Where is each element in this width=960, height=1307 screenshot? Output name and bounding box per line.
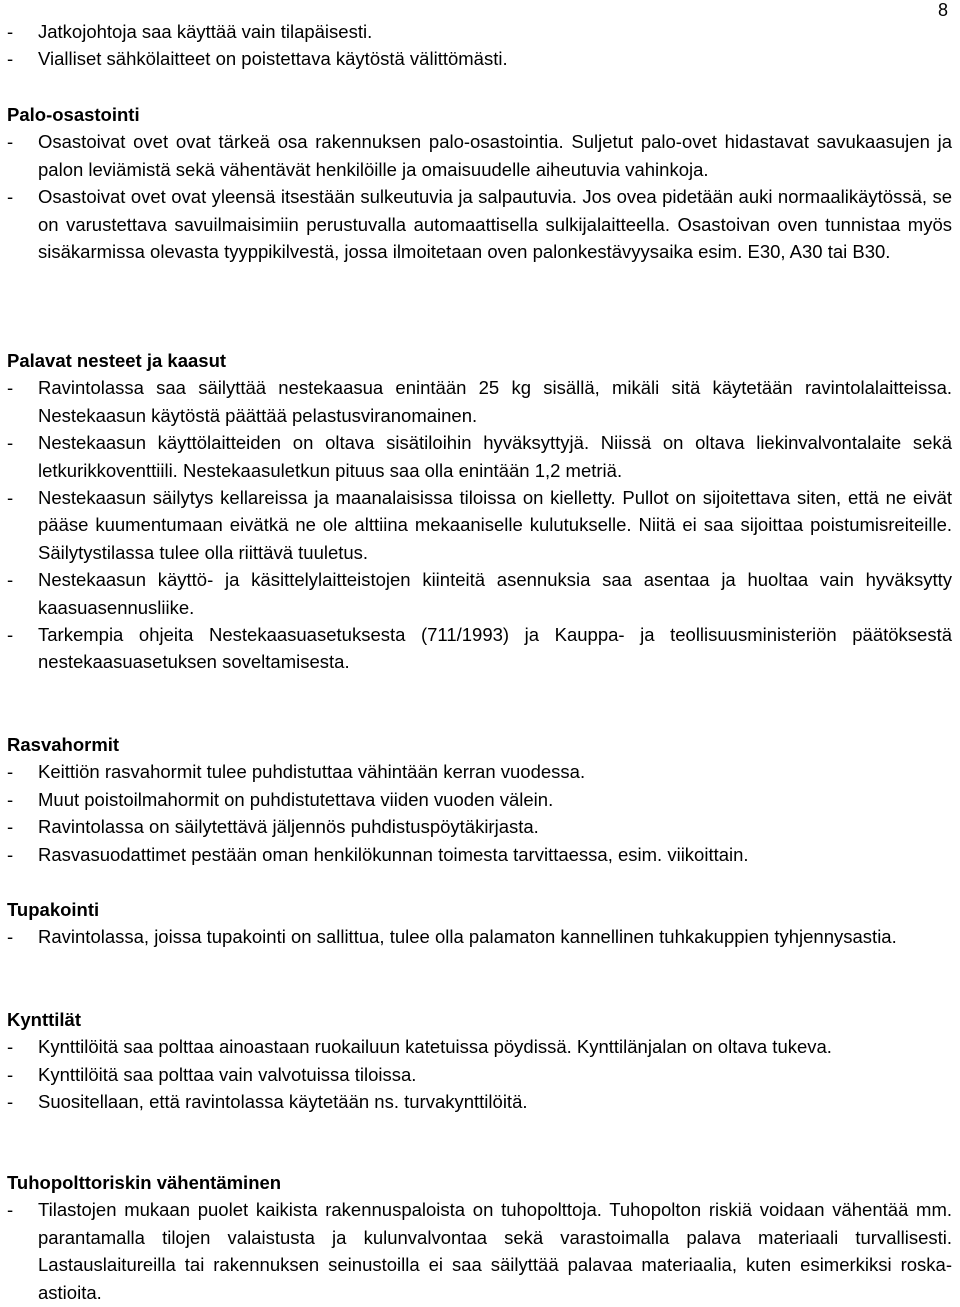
- list-item: [7, 18, 952, 45]
- list-item: [7, 1196, 952, 1306]
- bullet-dash: -: [7, 377, 14, 399]
- section-rasvahormit: [7, 731, 952, 868]
- list-item-text: Nestekaasun käyttölaitteiden on oltava sisätiloihin hyväksyttyjä. Niissä on oltava liekinvalvontalaite sekä letkurikkoventtiili. Nestekaasuletkun pituus saa olla enintään 1,2 metriä.: [38, 432, 952, 481]
- section-list: [7, 128, 952, 265]
- bullet-dash: -: [7, 1199, 14, 1221]
- section-heading: Kynttilät: [7, 1009, 81, 1030]
- section-list: [7, 374, 952, 675]
- bullet-dash: -: [7, 569, 14, 591]
- list-item: [7, 1088, 952, 1115]
- list-item-text: Tilastojen mukaan puolet kaikista rakennuspaloista on tuhopolttoja. Tuhopolton riskiä voidaan vähentää mm. parantamalla tilojen valaistusta ja kulunvalvontaa sekä varastoimalla palava materiaali turvallisesti. Lastauslaitureilla tai rakennuksen seinustoilla ei saa säilyttää palavaa materiaalia, kuten esimerkiksi roska-astioita.: [38, 1199, 952, 1303]
- list-item: [7, 621, 952, 676]
- list-item-text: Ravintolassa on säilytettävä jäljennös puhdistuspöytäkirjasta.: [38, 816, 539, 838]
- list-item: [7, 1033, 952, 1060]
- list-item-text: Muut poistoilmahormit on puhdistutettava viiden vuoden välein.: [38, 788, 554, 810]
- section-list: [7, 758, 952, 868]
- list-item: [7, 786, 952, 813]
- section-tuhopolttoriski: [7, 1169, 952, 1306]
- section-list: [7, 923, 952, 950]
- list-item-text: Keittiön rasvahormit tulee puhdistuttaa vähintään kerran vuodessa.: [38, 761, 586, 783]
- bullet-dash: -: [7, 816, 14, 838]
- bullet-dash: -: [7, 624, 14, 646]
- list-item-text: Vialliset sähkölaitteet on poistettava käytöstä välittömästi.: [38, 48, 508, 70]
- bullet-dash: -: [7, 1091, 14, 1113]
- list-item: [7, 923, 952, 950]
- list-item: [7, 841, 952, 868]
- section-list: [7, 1033, 952, 1115]
- bullet-dash: -: [7, 21, 14, 42]
- section-kynttilat: [7, 1006, 952, 1116]
- list-item: [7, 813, 952, 840]
- bullet-dash: -: [7, 1063, 14, 1085]
- list-item-text: Nestekaasun säilytys kellareissa ja maanalaisissa tiloissa on kielletty. Pullot on sijoitettava siten, että ne eivät pääse kuumentumaan eivätkä ne ole alttiina mekaaniselle kulutukselle. Niitä ei saa sijoittaa poistumisreiteille. Säilytystilassa tulee olla riittävä tuuletus.: [38, 487, 952, 563]
- page-number: 8: [937, 0, 948, 20]
- list-item-text: Tarkempia ohjeita Nestekaasuasetuksesta (711/1993) ja Kauppa- ja teollisuusministeriön päätöksestä nestekaasuasetuksen soveltamisesta.: [38, 624, 952, 673]
- bullet-dash: -: [7, 788, 14, 810]
- section-heading: Tupakointi: [7, 899, 100, 920]
- bullet-dash: -: [7, 761, 14, 783]
- list-item-text: Ravintolassa saa säilyttää nestekaasua enintään 25 kg sisällä, mikäli sitä käytetään ravintolalaitteissa. Nestekaasun käytöstä päättää pelastusviranomainen.: [38, 377, 952, 426]
- list-item: [7, 484, 952, 566]
- list-item: [7, 758, 952, 785]
- section-heading: Palo-osastointi: [7, 104, 140, 125]
- section-heading: Tuhopolttoriskin vähentäminen: [7, 1172, 282, 1193]
- bullet-dash: -: [7, 186, 14, 208]
- intro-list: [7, 18, 952, 73]
- section-heading: Palavat nesteet ja kaasut: [7, 350, 227, 371]
- bullet-dash: -: [7, 432, 14, 454]
- list-item-text: Nestekaasun käyttö- ja käsittelylaitteistojen kiinteitä asennuksia saa asentaa ja huoltaa vain hyväksytty kaasuasennusliike.: [38, 569, 952, 618]
- list-item: [7, 1061, 952, 1088]
- list-item-text: Jatkojohtoja saa käyttää vain tilapäisesti.: [38, 21, 373, 42]
- list-item: [7, 183, 952, 265]
- bullet-dash: -: [7, 926, 14, 948]
- list-item: [7, 45, 952, 72]
- section-palo-osastointi: [7, 101, 952, 265]
- bullet-dash: -: [7, 48, 14, 70]
- list-item-text: Osastoivat ovet ovat tärkeä osa rakennuksen palo-osastointia. Suljetut palo-ovet hidastavat savukaasujen ja palon leviämistä sekä vähentävät henkilöille ja omaisuudelle aiheutuvia vahinkoja.: [38, 131, 952, 180]
- list-item-text: Kynttilöitä saa polttaa vain valvotuissa tiloissa.: [38, 1063, 417, 1085]
- section-list: [7, 1196, 952, 1306]
- list-item-text: Suositellaan, että ravintolassa käytetään ns. turvakynttilöitä.: [38, 1091, 528, 1113]
- list-item-text: Osastoivat ovet ovat yleensä itsestään sulkeutuvia ja salpautuvia. Jos ovea pidetään auki normaalikäytössä, se on varustettava savuilmaisimiin perustuvalla automaattisella sulkijalaitteella. Osastoivan oven tunnistaa myös sisäkarmissa olevasta tyyppikilvestä, jossa ilmoitetaan oven palonkestävyysaika esim. E30, A30 tai B30.: [38, 186, 952, 263]
- section-tupakointi: [7, 896, 952, 951]
- section-heading: Rasvahormit: [7, 734, 120, 755]
- bullet-dash: -: [7, 131, 14, 153]
- list-item-text: Kynttilöitä saa polttaa ainoastaan ruokailuun katetuissa pöydissä. Kynttilänjalan on oltava tukeva.: [38, 1036, 832, 1058]
- section-palavat-nesteet: [7, 347, 952, 676]
- list-item-text: Rasvasuodattimet pestään oman henkilökunnan toimesta tarvittaessa, esim. viikoittain.: [38, 843, 749, 865]
- bullet-dash: -: [7, 843, 14, 865]
- list-item: [7, 429, 952, 484]
- list-item: [7, 128, 952, 183]
- list-item: [7, 566, 952, 621]
- bullet-dash: -: [7, 1036, 14, 1058]
- list-item-text: Ravintolassa, joissa tupakointi on sallittua, tulee olla palamaton kannellinen tuhkakuppien tyhjennysastia.: [38, 926, 897, 948]
- list-item: [7, 374, 952, 429]
- bullet-dash: -: [7, 487, 14, 509]
